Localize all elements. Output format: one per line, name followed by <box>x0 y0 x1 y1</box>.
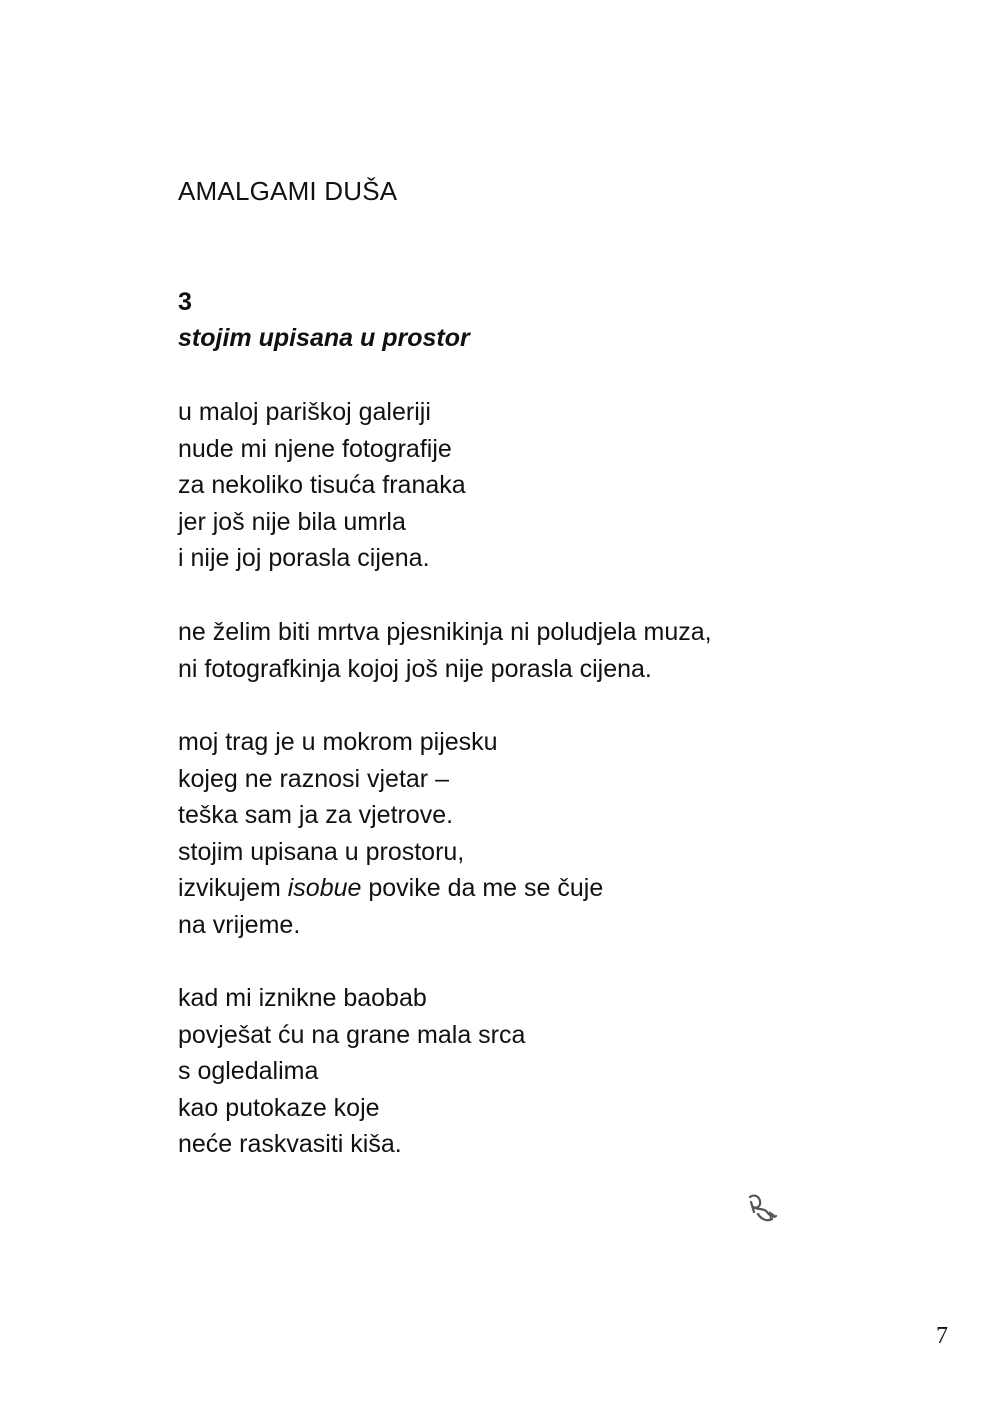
poem-line: na vrijeme. <box>178 910 301 939</box>
poem-line: ni fotografkinja kojoj još nije porasla cijena. <box>178 654 652 683</box>
line-text: povike da me se čuje <box>361 874 604 903</box>
poem-number: 3 <box>178 288 192 316</box>
poem-line: neće raskvasiti kiša. <box>178 1130 402 1159</box>
line-text: izvikujem <box>178 874 288 903</box>
poem-line: u maloj pariškoj galeriji <box>178 398 431 426</box>
poem-line: jer još nije bila umrla <box>178 507 406 536</box>
poem-line: s ogledalima <box>178 1057 319 1086</box>
poem-line: moj trag je u mokrom pijesku <box>178 728 498 756</box>
poem-line: teška sam ja za vjetrove. <box>178 801 454 830</box>
poem-line: i nije joj porasla cijena. <box>178 544 430 573</box>
poem-line: za nekoliko tisuća franaka <box>178 471 466 500</box>
poem-line: kao putokaze koje <box>178 1093 380 1122</box>
poem-line: kad mi iznikne baobab <box>178 984 427 1012</box>
poem-line-mixed <box>178 870 603 907</box>
italic-word: isobue <box>287 874 362 903</box>
poem-title: stojim upisana u prostor <box>178 324 470 352</box>
poem-line: nude mi njene fotografije <box>178 434 452 463</box>
page-number: 7 <box>936 1323 948 1349</box>
stanza-4 <box>178 980 525 1163</box>
page-title: AMALGAMI DUŠA <box>178 176 398 206</box>
stanza-3 <box>178 724 603 944</box>
poem-line: kojeg ne raznosi vjetar – <box>178 764 449 793</box>
stanza-2 <box>178 614 712 687</box>
end-ornament-icon <box>744 1192 780 1226</box>
poem-line: povješat ću na grane mala srca <box>178 1020 526 1049</box>
poem-line: ne želim biti mrtva pjesnikinja ni poludjela muza, <box>178 618 712 646</box>
stanza-1 <box>178 394 466 577</box>
poem-line: stojim upisana u prostoru, <box>178 837 465 866</box>
